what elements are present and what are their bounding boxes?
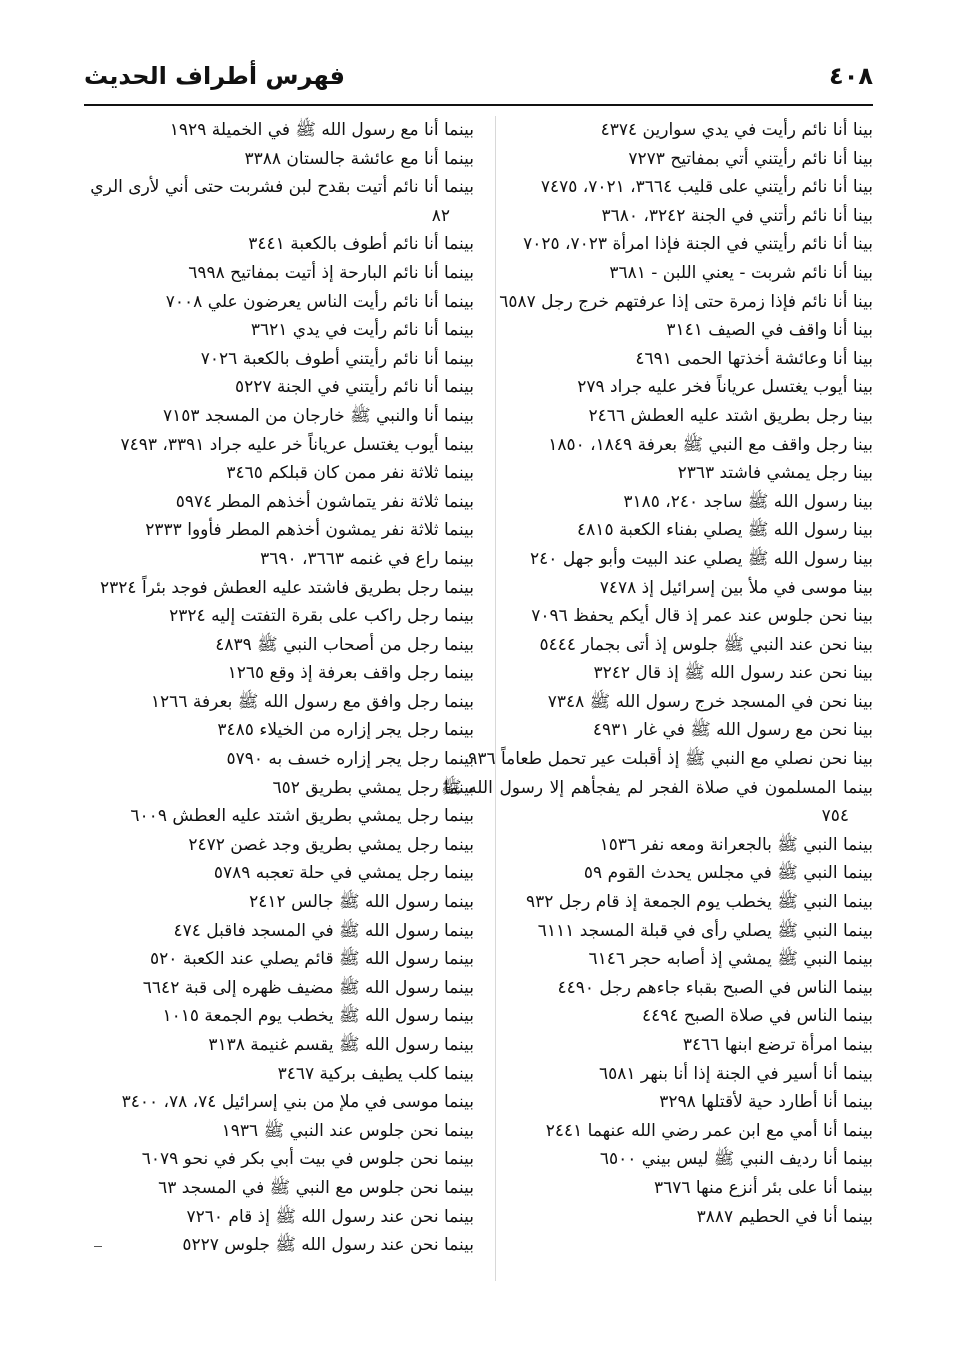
index-entry: بينما نحن عند رسول الله ﷺ جلوس ٥٢٢٧	[182, 1235, 474, 1256]
index-entry: بينا نحن في المسجد خرج رسول الله ﷺ ٧٣٤٨	[547, 691, 873, 712]
index-entry: بينما امرأة ترضع ابنها ٣٤٦٦	[682, 1035, 873, 1055]
index-entry: بينا أنا واقف في الصيف ٣١٤١	[666, 320, 873, 341]
index-entry: بينما ثلاثة نفر يمشون أخذهم المطر فأووا ٢٣٣٣	[145, 520, 474, 541]
header-rule	[84, 104, 873, 106]
index-entry: بينما أنا على بئر أنزع منها ٣٦٧٦	[654, 1177, 873, 1198]
index-entry: بينما رجل يمشي بطريق وجد غصن ٢٤٧٢	[188, 834, 474, 855]
index-entry: بينما أيوب يغتسل عرياناً خر عليه جراد ٣٣٩١، ٧٤٩٣	[120, 434, 474, 455]
index-entry: بينما ثلاثة نفر يتماشون أخذهم المطر ٥٩٧٤	[175, 491, 474, 512]
index-entry: بينما رجل بطريق فاشتد عليه العطش فوجد بئراً ٢٣٢٤	[100, 577, 474, 598]
index-entry: بينا أنا نائم رأيتني في الجنة فإذا امرأة ٧٠٢٣، ٧٠٢٥	[523, 234, 873, 255]
index-entry: بينما رجل يمشي بطريق ٦٥٢	[272, 777, 474, 798]
index-entry: بينما راع في غنمه ٣٦٦٣، ٣٦٩٠	[260, 548, 474, 569]
index-entry: بينما رجل يجر إزاره من الخيلاء ٣٤٨٥	[217, 720, 474, 741]
index-entry: بينا رجل بطريق اشتد عليه العطش ٢٤٦٦	[588, 405, 873, 426]
index-entry: بينما أنا نائم أطوف بالكعبة ٣٤٤١	[248, 234, 474, 255]
index-entry: بينا نحن عند رسول الله ﷺ إذ قال ٣٢٤٢	[593, 663, 873, 684]
column-divider	[495, 116, 496, 1281]
index-entry: بينا أنا نائم رأتني في الجنة ٣٢٤٢، ٣٦٨٠	[601, 205, 873, 226]
index-entry: بينما نحن عند رسول الله ﷺ إذ قام ٧٢٦٠	[186, 1206, 474, 1227]
index-entry: بينما كلب يطيف بركية ٣٤٦٧	[277, 1063, 474, 1084]
index-entry: بينما أنا مع عائشة جالستان ٣٣٨٨	[244, 148, 474, 169]
index-entry: بينا أنا نائم رأيتني أتي بمفاتيح ٧٢٧٣	[628, 148, 873, 169]
index-entry: بينما أنا نائم أتيت بقدح لبن فشربت حتى أني لأرى الري ٨٢	[90, 177, 474, 226]
index-entry: بينما النبي ﷺ يمشي إذ أصابه حجر ٦١٤٦	[588, 949, 873, 970]
index-entry: بينا رسول الله ﷺ يصلي عند البيت وأبو جهل ٢٤٠	[530, 548, 873, 569]
index-entry: بينا أيوب يغتسل عرياناً فخر عليه جراد ٢٧٩	[577, 377, 873, 398]
index-entry: بينما أنا نائم رأيتني أطوف بالكعبة ٧٠٢٦	[200, 348, 474, 369]
index-entry: بينما رسول الله ﷺ يقسم غنيمة ٣١٣٨	[208, 1035, 474, 1055]
index-entry: بينما أنا نائم رأيتني في الجنة ٥٢٢٧	[234, 377, 474, 398]
index-entry: بينا أنا نائم رأيت في يدي سوارين ٤٣٧٤	[600, 120, 873, 140]
page-number: ٤٠٨	[829, 62, 873, 90]
index-entry: بينما رجل وافق مع رسول الله ﷺ بعرفة ١٢٦٦	[150, 691, 474, 712]
index-entry: بينما أنا أطارد حية لأقتلها ٣٢٩٨	[659, 1092, 873, 1113]
index-entry: بينما موسى في ملإ من بني إسرائيل ٧٤، ٧٨، ٣٤٠٠	[121, 1092, 474, 1113]
index-entry: بينما نحن جلوس مع النبي ﷺ في المسجد ٦٣	[158, 1177, 474, 1198]
index-entry: بينما النبي ﷺ يخطب يوم الجمعة إذ قام رجل ٩٣٢	[525, 892, 873, 913]
index-entry: بينما رسول الله ﷺ في المسجد فاقبل ٤٧٤	[173, 920, 474, 941]
index-entry: بينما أنا أمي مع ابن عمر رضي الله عنهما ٢٤٤١	[545, 1120, 873, 1141]
index-entry: بينما أنا في الحطيم ٣٨٨٧	[696, 1206, 873, 1227]
index-entry: بينما أنا أسير في الجنة إذا أنا بنهر ٦٥٨١	[598, 1063, 873, 1084]
index-entry: بينما رجل يمشي بطريق اشتد عليه العطش ٦٠٠٩	[130, 806, 474, 827]
index-entry: بينما أنا نائم رأيت الناس يعرضون علي ٧٠٠٨	[165, 291, 474, 312]
index-entry: بينا أنا نائم رأيتني على قليب ٣٦٦٤، ٧٠٢١، ٧٤٧٥	[540, 177, 873, 198]
index-entry: بينا نحن نصلي مع النبي ﷺ إذ أقبلت عير تحمل طعاماً ٩٣٦	[468, 749, 873, 770]
index-column-right	[441, 116, 873, 1231]
index-entry: بينما النبي ﷺ يصلي رأى في قبلة المسجد ٦١١١	[537, 920, 873, 941]
index-entry: بينما رجل واقف بعرفة إذ وقع ١٢٦٥	[227, 663, 474, 684]
index-entry: بينما نحن جلوس في بيت أبي بكر في نحو ٦٠٧٩	[141, 1149, 474, 1170]
index-entry: بينا رسول الله ﷺ ساجد ٢٤٠، ٣١٨٥	[623, 491, 873, 512]
index-entry: بينما أنا والنبي ﷺ خارجان من المسجد ٧١٥٣	[163, 405, 474, 426]
index-entry: بينما رسول الله ﷺ جالس ٢٤١٢	[249, 892, 474, 913]
index-entry: بينما أنا نائم البارحة إذ أتيت بمفاتيح ٦٩٩٨	[188, 262, 474, 283]
index-entry: بينما رجل من أصحاب النبي ﷺ ٤٨٣٩	[215, 634, 474, 655]
index-entry: بينا أنا نائم شربت - يعني اللبن - ٣٦٨١	[609, 262, 873, 283]
index-entry: بينا أنا نائم فإذا زمرة حتى إذا عرفتهم خرج رجل ٦٥٨٧	[499, 291, 873, 312]
index-entry: بينما رجل يجر إزاره خسف به ٥٧٩٠	[226, 749, 474, 770]
index-entry: بينا رجل واقف مع النبي ﷺ بعرفة ١٨٤٩، ١٨٥٠	[548, 434, 873, 455]
index-entry: بينما رسول الله ﷺ يخطب يوم الجمعة ١٠١٥	[162, 1006, 474, 1027]
index-entry: بينا موسى في ملأ بين إسرائيل إذ ٧٤٧٨	[599, 577, 873, 598]
index-entry: بينما أنا مع رسول الله ﷺ في الخميلة ١٩٢٩	[169, 120, 474, 140]
index-entry: بينا أنا وعائشة أخذتها الحمى ٤٦٩١	[635, 348, 873, 369]
index-entry: بينا رجل يمشي فاشتد ٢٣٦٣	[677, 463, 873, 484]
index-entry: بينما النبي ﷺ في مجلس يحدث القوم ٥٩	[583, 863, 873, 884]
index-entry: بينما رسول الله ﷺ مضيف ظهره إلى قبة ٦٦٤٢	[142, 977, 474, 998]
index-entry: بينما رجل يمشي في حلة تعجبه ٥٧٨٩	[213, 863, 474, 884]
page-header	[84, 58, 873, 98]
margin-dash	[94, 1246, 102, 1247]
index-entry: بينما رسول الله ﷺ قائم يصلي عند الكعبة ٥٢٠	[150, 949, 474, 970]
index-entry: بينما أنا نائم رأيت في يدي ٣٦٢١	[250, 320, 474, 341]
index-entry: بينا نحن جلوس عند عمر إذ قال أيكم يحفظ ٧٠٩٦	[531, 606, 873, 627]
index-entry: بينما نحن جلوس عند النبي ﷺ ١٩٣٦	[221, 1120, 474, 1141]
index-entry: بينما الناس في صلاة الصبح ٤٤٩٤	[641, 1006, 873, 1027]
index-entry: بينما رجل راكب على بقرة التفتت إليه ٢٣٢٤	[169, 606, 474, 627]
running-title: فهرس أطراف الحديث	[84, 62, 345, 90]
index-column-left	[84, 116, 474, 1260]
index-entry: بينا نحن عند النبي ﷺ جلوس إذ أتى بجمار ٥٤٤٤	[539, 634, 873, 655]
index-entry: بينا نحن مع رسول الله ﷺ في غار ٤٩٣١	[592, 720, 873, 741]
index-entry: بينما المسلمون في صلاة الفجر لم يفجأهم إلا رسول الله ﷺ ٧٥٤	[441, 777, 873, 827]
index-entry: بينما الناس في الصبح بقباء جاءهم رجل ٤٤٩٠	[557, 977, 873, 998]
index-entry: بينما أنا رديف النبي ﷺ ليس بيني ٦٥٠٠	[599, 1149, 873, 1170]
index-entry: بينما ثلاثة نفر ممن كان قبلكم ٣٤٦٥	[226, 463, 474, 484]
index-entry: بينا رسول الله ﷺ يصلي بفناء الكعبة ٤٨١٥	[577, 520, 873, 541]
index-entry: بينما النبي ﷺ بالجعرانة ومعه نفر ١٥٣٦	[599, 834, 873, 855]
